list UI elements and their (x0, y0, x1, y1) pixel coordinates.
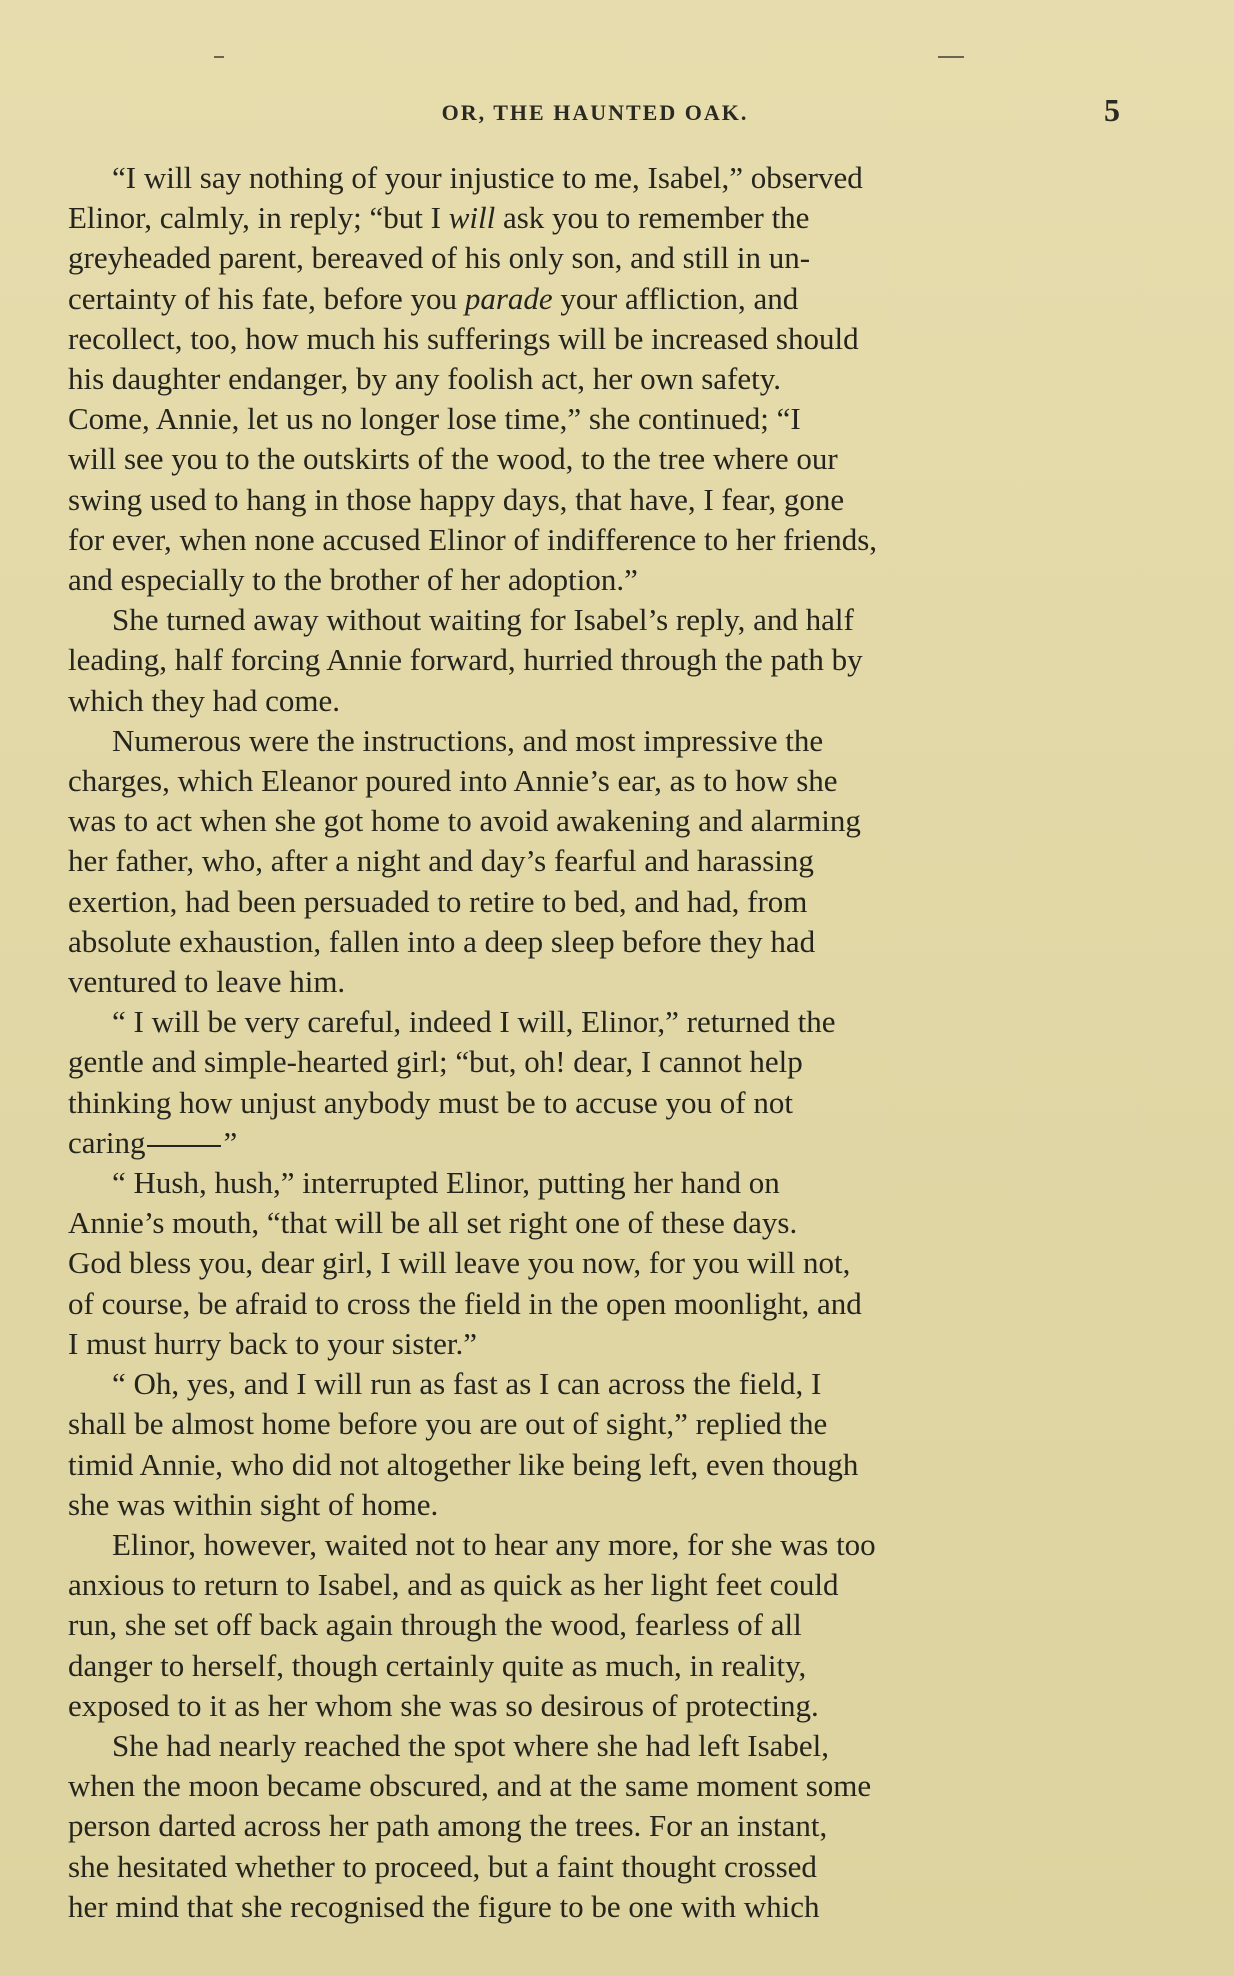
print-mark-left (214, 56, 224, 58)
text-line: Annie’s mouth, “that will be all set right one of these days. (68, 1205, 798, 1241)
text-line: God bless you, dear girl, I will leave you now, for you will not, (68, 1245, 851, 1281)
text-line: when the moon became obscured, and at the same moment some (68, 1768, 872, 1804)
italic-run: parade (464, 280, 553, 316)
paragraph-5 (68, 1163, 1120, 1364)
text-run: ” (223, 1124, 238, 1160)
text-line: thinking how unjust anybody must be to accuse you of not (68, 1084, 793, 1120)
running-head (70, 92, 1120, 132)
text-line (68, 158, 1120, 198)
paragraph-6 (68, 1364, 1120, 1525)
paragraph-4 (68, 1002, 1120, 1163)
text-run: “I will say nothing of your injustice to me, Isabel,” observed (112, 160, 863, 195)
text-run: Elinor, calmly, in reply; “but I (68, 200, 449, 236)
text-line: danger to herself, though certainly quite as much, in reality, (68, 1647, 807, 1683)
text-line: her father, who, after a night and day’s fearful and harassing (68, 843, 814, 879)
text-line: shall be almost home before you are out of sight,” replied the (68, 1406, 828, 1442)
text-line: greyheaded parent, bereaved of his only son, and still in un- (68, 240, 811, 276)
text-line: his daughter endanger, by any foolish act, her own safety. (68, 361, 781, 397)
text-line: Come, Annie, let us no longer lose time,” she continued; “I (68, 401, 801, 437)
text-line (68, 279, 1120, 319)
text-line: run, she set off back again through the wood, fearless of all (68, 1607, 802, 1643)
text-line: charges, which Eleanor poured into Annie’s ear, as to how she (68, 763, 838, 799)
text-line: anxious to return to Isabel, and as quick as her light feet could (68, 1567, 839, 1603)
text-line (68, 198, 1120, 238)
text-line: she hesitated whether to proceed, but a faint thought crossed (68, 1848, 817, 1884)
text-line: will see you to the outskirts of the wood, to the tree where our (68, 441, 838, 477)
text-line: recollect, too, how much his sufferings will be increased should (68, 320, 859, 356)
text-line: which they had come. (68, 682, 341, 718)
text-line: exertion, had been persuaded to retire to bed, and had, from (68, 883, 808, 919)
text-line: She turned away without waiting for Isabel’s reply, and half (112, 602, 854, 638)
text-run: ask you to remember the (495, 200, 810, 236)
page-number: 5 (1104, 92, 1120, 128)
paragraph-2 (68, 600, 1120, 721)
text-run: your affliction, and (552, 280, 799, 316)
text-line: “ Oh, yes, and I will run as fast as I can across the field, I (112, 1366, 822, 1402)
text-line: “ I will be very careful, indeed I will, Elinor,” returned the (112, 1004, 836, 1040)
text-line: swing used to hang in those happy days, that have, I fear, gone (68, 481, 845, 517)
text-line: and especially to the brother of her adoption.” (68, 562, 638, 598)
paragraph-7 (68, 1525, 1120, 1726)
text-line: was to act when she got home to avoid awakening and alarming (68, 803, 861, 839)
text-line: for ever, when none accused Elinor of indifference to her friends, (68, 521, 878, 557)
text-line: She had nearly reached the spot where she had left Isabel, (112, 1727, 830, 1763)
paragraph-1 (68, 158, 1120, 600)
text-line: of course, be afraid to cross the field in the open moonlight, and (68, 1285, 862, 1321)
em-dash-rule (147, 1145, 221, 1147)
text-run: certainty of his fate, before you (68, 280, 465, 316)
text-line: gentle and simple-hearted girl; “but, oh! dear, I cannot help (68, 1044, 803, 1080)
paragraph-3 (68, 721, 1120, 1002)
text-line (68, 1123, 1120, 1163)
text-run: caring (68, 1124, 146, 1160)
italic-run: will (448, 200, 496, 236)
text-line: ventured to leave him. (68, 964, 346, 1000)
text-line: exposed to it as her whom she was so desirous of protecting. (68, 1687, 819, 1723)
text-line: “ Hush, hush,” interrupted Elinor, putting her hand on (112, 1165, 780, 1201)
text-line: person darted across her path among the trees. For an instant, (68, 1808, 828, 1844)
text-line: she was within sight of home. (68, 1486, 439, 1522)
print-mark-right (938, 56, 964, 58)
text-line: Numerous were the instructions, and most impressive the (112, 722, 824, 758)
text-line: absolute exhaustion, fallen into a deep sleep before they had (68, 923, 816, 959)
text-line: leading, half forcing Annie forward, hurried through the path by (68, 642, 863, 678)
text-line: I must hurry back to your sister.” (68, 1325, 477, 1361)
paragraph-8 (68, 1726, 1120, 1927)
text-line: timid Annie, who did not altogether like being left, even though (68, 1446, 859, 1482)
text-line: her mind that she recognised the figure to be one with which (68, 1888, 820, 1924)
text-line: Elinor, however, waited not to hear any more, for she was too (112, 1526, 876, 1562)
running-title: OR, THE HAUNTED OAK. (441, 100, 749, 125)
body-text (68, 158, 1120, 1927)
